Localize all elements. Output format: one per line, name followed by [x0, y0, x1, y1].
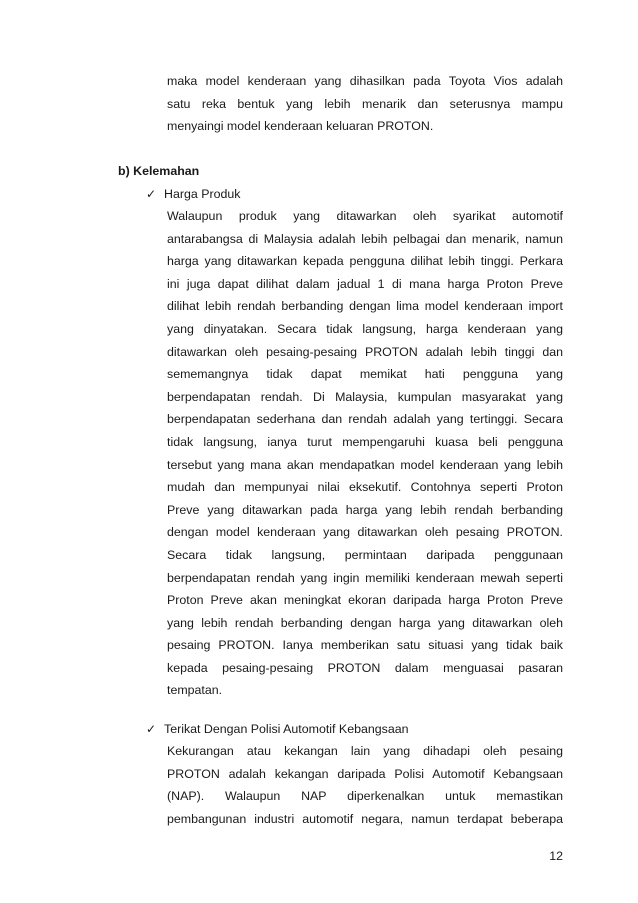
bullet-title: Harga Produk	[164, 187, 241, 201]
text-line: berpendapatan sederhana dan rendah adalah yang tertinggi. Secara	[167, 412, 563, 427]
text-line: mudah dan mempunyai nilai eksekutif. Contohnya seperti Proton	[167, 480, 563, 495]
text-line: yang dinyatakan. Secara tidak langsung, harga kenderaan yang	[167, 321, 563, 336]
text-line: pesaing PROTON. Ianya memberikan satu situasi yang tidak baik	[167, 638, 563, 653]
text-line: dilihat lebih rendah berbanding dengan lima model kenderaan import	[167, 299, 563, 314]
intro-paragraph	[167, 70, 563, 138]
checkmark-icon: ✓	[146, 722, 157, 736]
text-line: menyaingi model kenderaan keluaran PROTON.	[167, 119, 434, 134]
text-line: tersebut yang mana akan mendapatkan model kenderaan yang lebih	[167, 457, 563, 472]
text-line: yang lebih rendah berbanding dengan harga yang ditawarkan oleh	[167, 615, 563, 630]
text-line: Proton Preve akan meningkat ekoran daripada harga Proton Preve	[167, 593, 563, 608]
section-heading: b) Kelemahan	[118, 164, 200, 178]
text-line: kepada pesaing-pesaing PROTON dalam menguasai pasaran	[167, 660, 563, 675]
harga-produk-paragraph	[167, 205, 563, 702]
text-line: (NAP). Walaupun NAP diperkenalkan untuk memastikan	[167, 789, 563, 804]
text-line: berpendapatan rendah. Di Malaysia, kumpulan masyarakat yang	[167, 389, 563, 404]
text-line: Secara tidak langsung, permintaan daripada penggunaan	[167, 547, 563, 562]
text-line: satu reka bentuk yang lebih menarik dan seterusnya mampu	[167, 96, 563, 111]
text-line: pembangunan industri automotif negara, namun terdapat beberapa	[167, 811, 563, 826]
text-line: tempatan.	[167, 683, 223, 698]
text-line: tidak langsung, ianya turut mempengaruhi kuasa beli pengguna	[167, 434, 563, 449]
text-line: Preve yang ditawarkan pada harga yang lebih rendah berbanding	[167, 502, 563, 517]
text-line: dengan model kenderaan yang ditawarkan oleh pesaing PROTON.	[167, 525, 563, 540]
polisi-automotif-paragraph	[167, 740, 563, 830]
text-line: PROTON adalah kekangan daripada Polisi Automotif Kebangsaan	[167, 766, 563, 781]
checkmark-icon: ✓	[146, 187, 157, 201]
text-line: maka model kenderaan yang dihasilkan pada Toyota Vios adalah	[167, 74, 563, 88]
text-line: sememangnya tidak dapat memikat hati pengguna yang	[167, 367, 563, 382]
text-line: Walaupun produk yang ditawarkan oleh syarikat automotif	[167, 209, 563, 223]
text-line: berpendapatan rendah yang ingin memiliki kenderaan mewah seperti	[167, 570, 563, 585]
text-line: ini juga dapat dilihat dalam jadual 1 di mana harga Proton Preve	[167, 276, 563, 291]
page-number: 12	[549, 849, 563, 863]
text-line: harga yang ditawarkan kepada pengguna dilihat lebih tinggi. Perkara	[167, 254, 563, 269]
bullet-harga-produk	[146, 183, 240, 205]
bullet-title: Terikat Dengan Polisi Automotif Kebangsaan	[164, 722, 409, 736]
text-line: Kekurangan atau kekangan lain yang dihadapi oleh pesaing	[167, 744, 563, 758]
text-line: antarabangsa di Malaysia adalah lebih pelbagai dan menarik, namun	[167, 231, 563, 246]
text-line: ditawarkan oleh pesaing-pesaing PROTON adalah lebih tinggi dan	[167, 344, 563, 359]
bullet-polisi-automotif	[146, 718, 409, 740]
